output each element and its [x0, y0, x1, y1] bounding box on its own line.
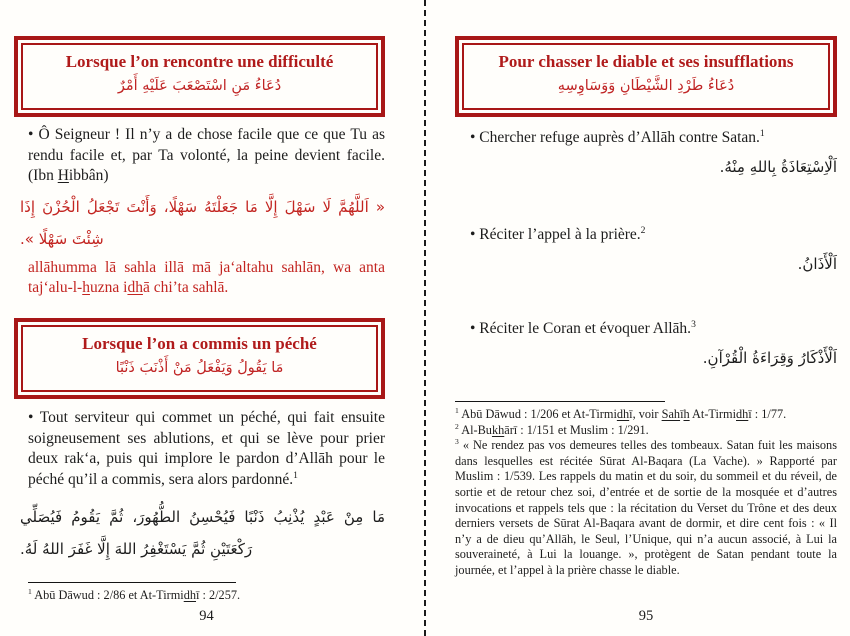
item-text: • Réciter l’appel à la prière.	[470, 226, 641, 243]
footnote-separator	[28, 582, 236, 583]
dua-arabic-black: مَا مِنْ عَبْدٍ يُذْنِبُ ذَنْبًا فَيُحْسِنُ الطُّهُورَ، ثُمَّ يَقُومُ فَيُصَلِّي رَكْعَتَيْنِ ثُمَّ يَسْتَغْفِرُ اللهَ إِلَّا غَفَرَ اللهُ لَهُ.	[20, 508, 385, 559]
list-item-text	[470, 128, 837, 149]
footnote-text: Abū Dāwud : 1/206 et At-Tirmi	[458, 407, 617, 421]
page-number: 95	[638, 608, 654, 624]
translit-text-underlined: h	[82, 279, 90, 297]
footnote-ref: 2	[640, 224, 646, 236]
section-title-box-sin	[14, 318, 385, 399]
translation-text: ibbân)	[68, 167, 109, 185]
translation-text: • Tout serviteur qui commet un péché, qui fait ensuite soigneusement ses ablutions, et qui se lève pour prier deux rak‘a, puis qui implore le pardon d’Allāh pour le péché qu’il a commis, sera alors pardonné.	[28, 409, 385, 488]
section-title-ar: دُعَاءُ مَنِ اسْتَصْعَبَ عَلَيْهِ أَمْرٌ	[117, 78, 282, 94]
footnote-text: ī, voir	[629, 407, 662, 421]
footnote-ref: 1	[759, 127, 765, 139]
translation-text: • Ô Seigneur ! Il n’y a de chose facile que ce que Tu as rendu facile et, par Ta volonté, la peine devient facile. (Ibn	[28, 126, 385, 185]
footnote-text: ī : 2/257.	[196, 588, 241, 602]
section-title-fr: Lorsque l’on rencontre une difficulté	[65, 52, 334, 71]
footnote-text: ī	[680, 407, 684, 421]
dua-translation-sin	[28, 408, 385, 490]
footnote	[455, 407, 837, 423]
footnote-number: 3	[455, 437, 459, 447]
footnote-text: At-Tirmi	[689, 407, 736, 421]
translation-text-underlined: H	[57, 167, 69, 185]
footnotes-left	[28, 588, 385, 604]
list-item	[470, 225, 837, 273]
item-text: • Réciter le Coran et évoquer Allāh.	[470, 320, 692, 337]
translit-text: uzna i	[89, 279, 128, 297]
list-item	[470, 319, 837, 367]
footnote-number: 1	[28, 586, 32, 596]
list-item	[470, 128, 837, 176]
section-title-ar: دُعَاءُ طَرْدِ الشَّيْطَانِ وَوَسَاوِسِهِ	[557, 78, 735, 94]
translit-text: ā chi’ta sahlā.	[142, 279, 229, 297]
footnote-text-underlined: dh	[736, 407, 749, 421]
footnote-text: ārī : 1/151 et Muslim : 1/291.	[504, 422, 649, 437]
footnote-text-underlined: kh	[491, 422, 505, 437]
section-title-fr: Pour chasser le diable et ses insufflations	[498, 52, 794, 71]
footnote	[455, 423, 837, 439]
footnote-text-underlined: dh	[183, 588, 197, 602]
footnote-ref: 1	[293, 469, 298, 481]
item-arabic: اَلْاِسْتِعَاذَةُ بِاللهِ مِنْهُ.	[719, 157, 837, 176]
footnotes-right	[455, 407, 837, 579]
list-item-text	[470, 225, 837, 246]
page-divider-dashed-line	[424, 0, 426, 636]
footnote	[28, 588, 385, 604]
item-arabic: اَلْأَذَانُ.	[797, 254, 837, 273]
footnote-ref: 3	[691, 318, 696, 330]
translit-text-underlined: dh	[127, 279, 143, 297]
dua-transliteration	[28, 258, 385, 299]
footnote-text-underlined: Sah	[661, 407, 681, 421]
section-title-fr: Lorsque l’on a commis un péché	[82, 334, 317, 353]
footnote-number: 1	[455, 405, 459, 415]
footnote-number: 2	[455, 421, 459, 431]
item-text: • Chercher refuge auprès d’Allāh contre Satan.	[470, 129, 760, 146]
footnote-separator	[455, 401, 665, 402]
footnote-text: Abū Dāwud : 2/86 et At-Tirmi	[31, 588, 184, 602]
list-item-text	[470, 319, 837, 340]
section-title-ar: مَا يَقُولُ وَيَفْعَلُ مَنْ أَذْنَبَ ذَنْبًا	[115, 360, 284, 376]
translit-text: allāhumma lā sahla illā mā ja‘altahu sahlān, wa anta taj‘alu-l-	[28, 259, 385, 297]
footnote-text-underlined: dh	[616, 407, 630, 421]
footnote-text: « Ne rendez pas vos demeures telles des tombeaux. Satan fuit les maisons dans lesquelles est récitée Sūrat Al-Baqara (La Vache). » Rapporté par Muslim : 1/539. Les rappels du matin et du soir, du sommeil et du réveil, de sortie et de retour chez soi, d’entrée et de sortie de la mosquée et d’autres invocations et rappels tels que : la récitation du Verset du Trône et des deux derniers versets de Sūrat Al-Baqara avant de dormir, et dire cent fois : « Il n’y a de dieu qu’Allāh, le Seul, l’Unique, qui n’a aucun associé, à Lui la souveraineté, à Lui la louange. », protègent de Satan pendant toute la journée, et l’appel à la prière chasse le diable.	[455, 438, 837, 578]
dua-translation-difficulty	[28, 125, 385, 187]
dua-arabic-red: « اَللَّهُمَّ لَا سَهْلَ إِلَّا مَا جَعَلْتَهُ سَهْلًا، وَأَنْتَ تَجْعَلُ الْحُزْنَ إِذَا شِئْتَ سَهْلًا ».	[20, 198, 385, 249]
page-number: 94	[199, 608, 214, 624]
section-title-box-difficulty	[14, 36, 385, 117]
section-title-inner-frame	[21, 325, 378, 392]
page-95	[425, 0, 850, 636]
section-title-box-devil	[455, 36, 837, 117]
footnote-text-underlined: h	[683, 407, 690, 421]
footnote-text: Al-Bu	[458, 422, 492, 437]
section-title-inner-frame	[21, 43, 378, 110]
section-title-inner-frame	[462, 43, 830, 110]
footnote	[455, 438, 837, 578]
item-arabic: اَلْأَذْكَارُ وَقِرَاءَةُ الْقُرْآنِ.	[702, 348, 837, 367]
footnote-text: ī : 1/77.	[748, 407, 787, 421]
